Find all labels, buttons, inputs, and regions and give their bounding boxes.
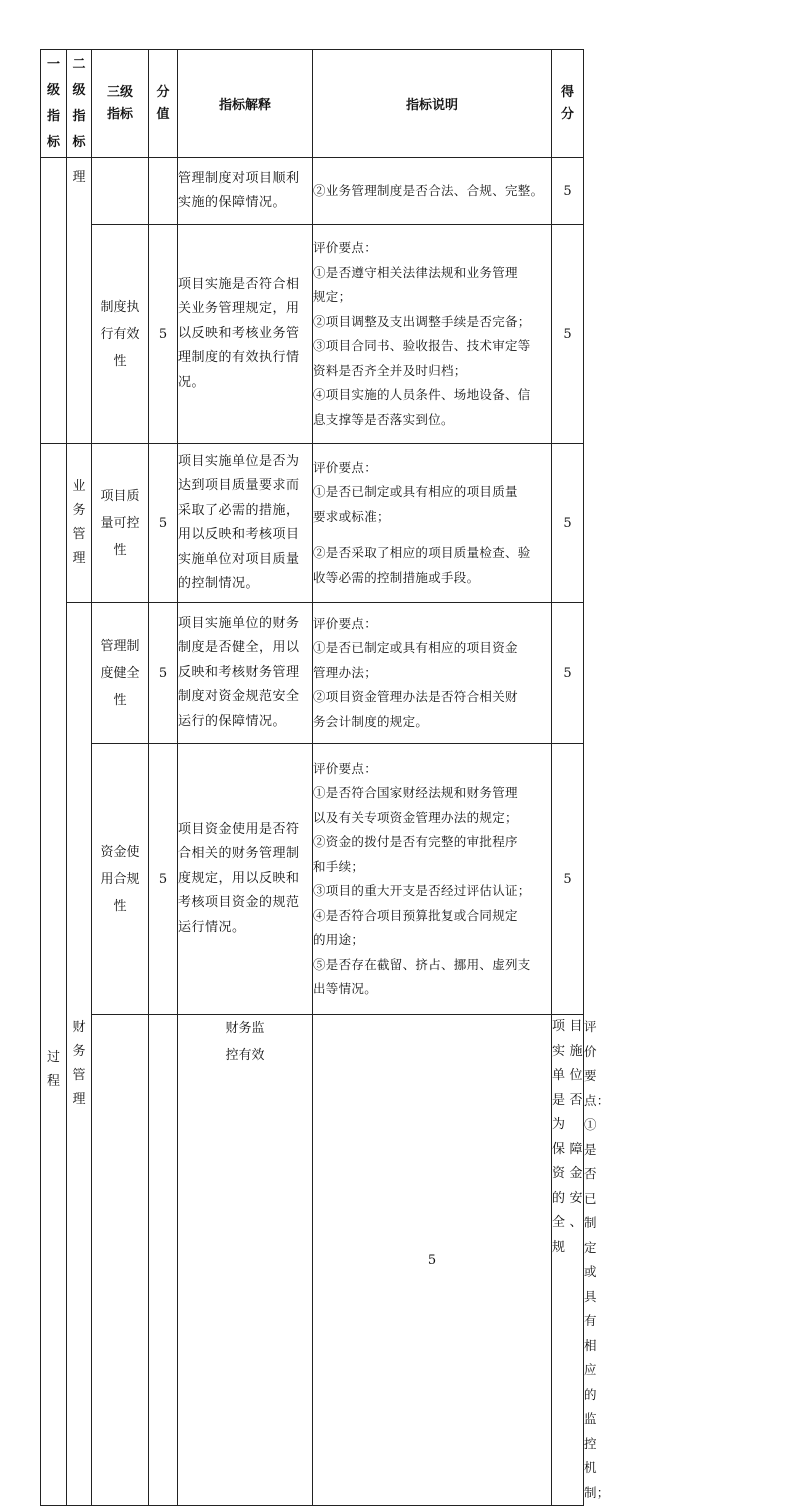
- header-points: [552, 50, 584, 158]
- explanation-cell: [178, 158, 313, 225]
- explanation-line: 保障资金的安全、规: [552, 1141, 583, 1255]
- level3-line: 性: [113, 898, 127, 914]
- explanation-line: 考核项目资金的规范: [178, 895, 300, 911]
- level2-label-char: 理: [72, 551, 86, 566]
- level3-cell: [92, 225, 149, 444]
- header-level1-char: 级: [46, 82, 60, 98]
- table-row: 财务监 控有效 5 项目实施单位是否为 保障资金的安全、规 评价要点： ①是否已制定或具有相应的监控机制；: [41, 1015, 584, 1506]
- description-line: ②资金的拨付是否有完整的审批程序: [313, 834, 518, 849]
- header-level1-char: 标: [46, 134, 60, 150]
- level1-label-char: 程: [46, 1073, 60, 1089]
- level3-line: 性: [113, 542, 127, 558]
- description-line: ②项目资金管理办法是否符合相关财: [313, 689, 518, 705]
- level3-cell: [178, 1015, 313, 1506]
- level3-line: 资金使: [100, 844, 140, 860]
- points-cell: 5: [552, 744, 584, 1015]
- level3-cell: [92, 444, 149, 603]
- description-line: ⑤是否存在截留、挤占、挪用、虚列支: [313, 956, 531, 972]
- description-spacer: [313, 529, 551, 541]
- level3-line: 性: [113, 353, 127, 369]
- description-line: ②是否采取了相应的项目质量检查、验: [313, 545, 531, 561]
- level2-cell: [67, 444, 92, 603]
- explanation-line: 实施的保障情况。: [178, 195, 287, 210]
- level3-line: 量可控: [100, 515, 140, 531]
- explanation-line: 项目实施单位是否为: [178, 453, 300, 469]
- level3-line: 制度执: [100, 299, 140, 315]
- level3-line: 性: [113, 692, 127, 708]
- header-points-char: 分: [560, 106, 574, 122]
- header-level3: [92, 50, 149, 158]
- description-cell: [313, 158, 552, 225]
- table-row: [41, 603, 584, 744]
- explanation-line: 运行的保障情况。: [178, 713, 287, 729]
- score-cell: [149, 158, 178, 225]
- level3-line: 财务监: [225, 1021, 265, 1036]
- description-line: 息支撑等是否落实到位。: [313, 411, 454, 427]
- level2-label-char: 管: [72, 527, 86, 542]
- table-row: [41, 744, 584, 1015]
- description-line: 务会计制度的规定。: [313, 713, 429, 729]
- description-line: ①是否遵守相关法律法规和业务管理: [313, 264, 518, 280]
- explanation-cell: [178, 744, 313, 1015]
- header-score: [149, 50, 178, 158]
- description-line: 评价要点：: [313, 615, 378, 631]
- level2-label-char: 业: [72, 479, 86, 494]
- level2-label-char: 财: [72, 1020, 86, 1035]
- level3-cell: [92, 744, 149, 1015]
- level1-cell-empty: [41, 158, 67, 444]
- score-cell: 5: [149, 444, 178, 603]
- description-line: ③项目合同书、验收报告、技术审定等: [313, 338, 531, 353]
- description-line: 的用途；: [313, 932, 365, 947]
- description-cell: [313, 744, 552, 1015]
- table-header-row: [41, 50, 584, 158]
- score-cell: 5: [149, 744, 178, 1015]
- level3-cell: [92, 603, 149, 744]
- explanation-line: 项目实施单位是否为: [552, 1019, 583, 1132]
- header-level2: [67, 50, 92, 158]
- header-level2-char: 指: [72, 108, 86, 124]
- level1-cell: [41, 444, 67, 1506]
- description-line: 和手续；: [313, 858, 365, 874]
- explanation-line: 运行情况。: [178, 919, 246, 935]
- header-score-char: 分: [156, 84, 170, 100]
- level2-label-char: 务: [72, 503, 86, 518]
- description-line: 资料是否齐全并及时归档；: [313, 362, 467, 378]
- description-line: 收等必需的控制措施或手段。: [313, 569, 480, 585]
- level2-label-char: 理: [72, 1092, 86, 1107]
- description-line: 评价要点：: [313, 240, 378, 255]
- description-line: 以及有关专项资金管理办法的规定；: [313, 809, 518, 825]
- description-line: ①是否已制定或具有相应的项目资金: [313, 640, 518, 656]
- description-line: ④项目实施的人员条件、场地设备、信: [313, 387, 531, 402]
- description-line: ①是否符合国家财经法规和财务管理: [313, 785, 518, 800]
- level3-line: 控有效: [225, 1048, 265, 1063]
- description-line: 要求或标准；: [313, 508, 390, 524]
- level3-cell: [92, 158, 149, 225]
- level2-label: 理: [72, 170, 86, 185]
- score-cell: 5: [149, 603, 178, 744]
- header-level1-char: 指: [46, 108, 60, 124]
- explanation-cell: [178, 225, 313, 444]
- description-line: ②项目调整及支出调整手续是否完备；: [313, 313, 531, 329]
- score-cell: 5: [149, 225, 178, 444]
- points-cell: 5: [552, 603, 584, 744]
- score-cell: 5: [313, 1015, 552, 1506]
- explanation-line: 管理制度对项目顺利: [178, 170, 300, 186]
- level3-line: 项目质: [100, 488, 140, 504]
- explanation-line: 的控制情况。: [178, 576, 260, 591]
- level2-label-char: 务: [72, 1044, 86, 1059]
- explanation-line: 实施单位对项目质量: [178, 551, 300, 567]
- points-cell: 5: [552, 158, 584, 225]
- level3-line: 管理制: [100, 638, 140, 654]
- description-line: ④是否符合项目预算批复或合同规定: [313, 907, 518, 923]
- explanation-line: 项目实施单位的财务: [178, 615, 300, 631]
- description-line: ②业务管理制度是否合法、合规、完整。: [313, 182, 544, 198]
- points-cell: 5: [552, 444, 584, 603]
- explanation-line: 项目实施是否符合相: [178, 276, 300, 292]
- points-cell: 5: [552, 225, 584, 444]
- explanation-line: 制度是否健全，用以: [178, 640, 300, 656]
- evaluation-index-table: [40, 49, 610, 1506]
- explanation-line: 用以反映和考核项目: [178, 527, 300, 542]
- description-line: ③项目的重大开支是否经过评估认证；: [313, 883, 531, 898]
- header-score-char: 值: [156, 106, 170, 122]
- explanation-line: 制度对资金规范安全: [178, 689, 300, 705]
- explanation-line: 采取了必需的措施，: [178, 502, 300, 518]
- description-line: 管理办法；: [313, 664, 378, 680]
- header-explanation: 指标解释: [178, 50, 313, 158]
- description-line: 评价要点：: [313, 760, 378, 776]
- level3-line: 度健全: [100, 665, 140, 681]
- table-row: [41, 225, 584, 444]
- level1-cell-empty: [92, 1015, 149, 1506]
- level3-line: 用合规: [100, 871, 140, 887]
- description-line: ①是否已制定或具有相应的项目质量: [313, 484, 518, 500]
- description-cell: [313, 225, 552, 444]
- level2-cell: [67, 158, 92, 444]
- level2-label-char: 管: [72, 1068, 86, 1083]
- header-level2-char: 标: [72, 134, 86, 150]
- explanation-line: 反映和考核财务管理: [178, 664, 300, 680]
- header-level2-char: 级: [72, 82, 86, 98]
- table-row: [41, 158, 584, 225]
- explanation-line: 以反映和考核业务管: [178, 325, 300, 341]
- header-level3-line: 指标: [106, 106, 133, 122]
- level1-label-char: 过: [46, 1049, 60, 1065]
- header-description: 指标说明: [313, 50, 552, 158]
- level3-line: 行有效: [100, 326, 140, 342]
- table-row: [41, 444, 584, 603]
- header-level1-char: 一: [46, 56, 60, 72]
- description-cell: [313, 444, 552, 603]
- description-cell: [313, 603, 552, 744]
- explanation-line: 理制度的有效执行情: [178, 350, 300, 366]
- explanation-line: 达到项目质量要求而: [178, 478, 300, 493]
- description-line: 规定；: [313, 289, 352, 304]
- header-level1: [41, 50, 67, 158]
- explanation-cell: [552, 1015, 584, 1506]
- description-line: 出等情况。: [313, 981, 378, 996]
- explanation-line: 况。: [178, 374, 206, 390]
- explanation-cell: [178, 444, 313, 603]
- header-points-char: 得: [560, 84, 574, 100]
- explanation-cell: [178, 603, 313, 744]
- explanation-line: 关业务管理规定，用: [178, 301, 300, 317]
- level2-cell-empty: [149, 1015, 178, 1506]
- level2-cell: [67, 603, 92, 1506]
- explanation-line: 度规定，用以反映和: [178, 870, 300, 886]
- explanation-line: 合相关的财务管理制: [178, 846, 300, 862]
- description-line: 评价要点：: [313, 459, 378, 475]
- header-level2-char: 二: [72, 56, 86, 72]
- header-level3-line: 三级: [106, 84, 133, 100]
- explanation-line: 项目资金使用是否符: [178, 821, 300, 837]
